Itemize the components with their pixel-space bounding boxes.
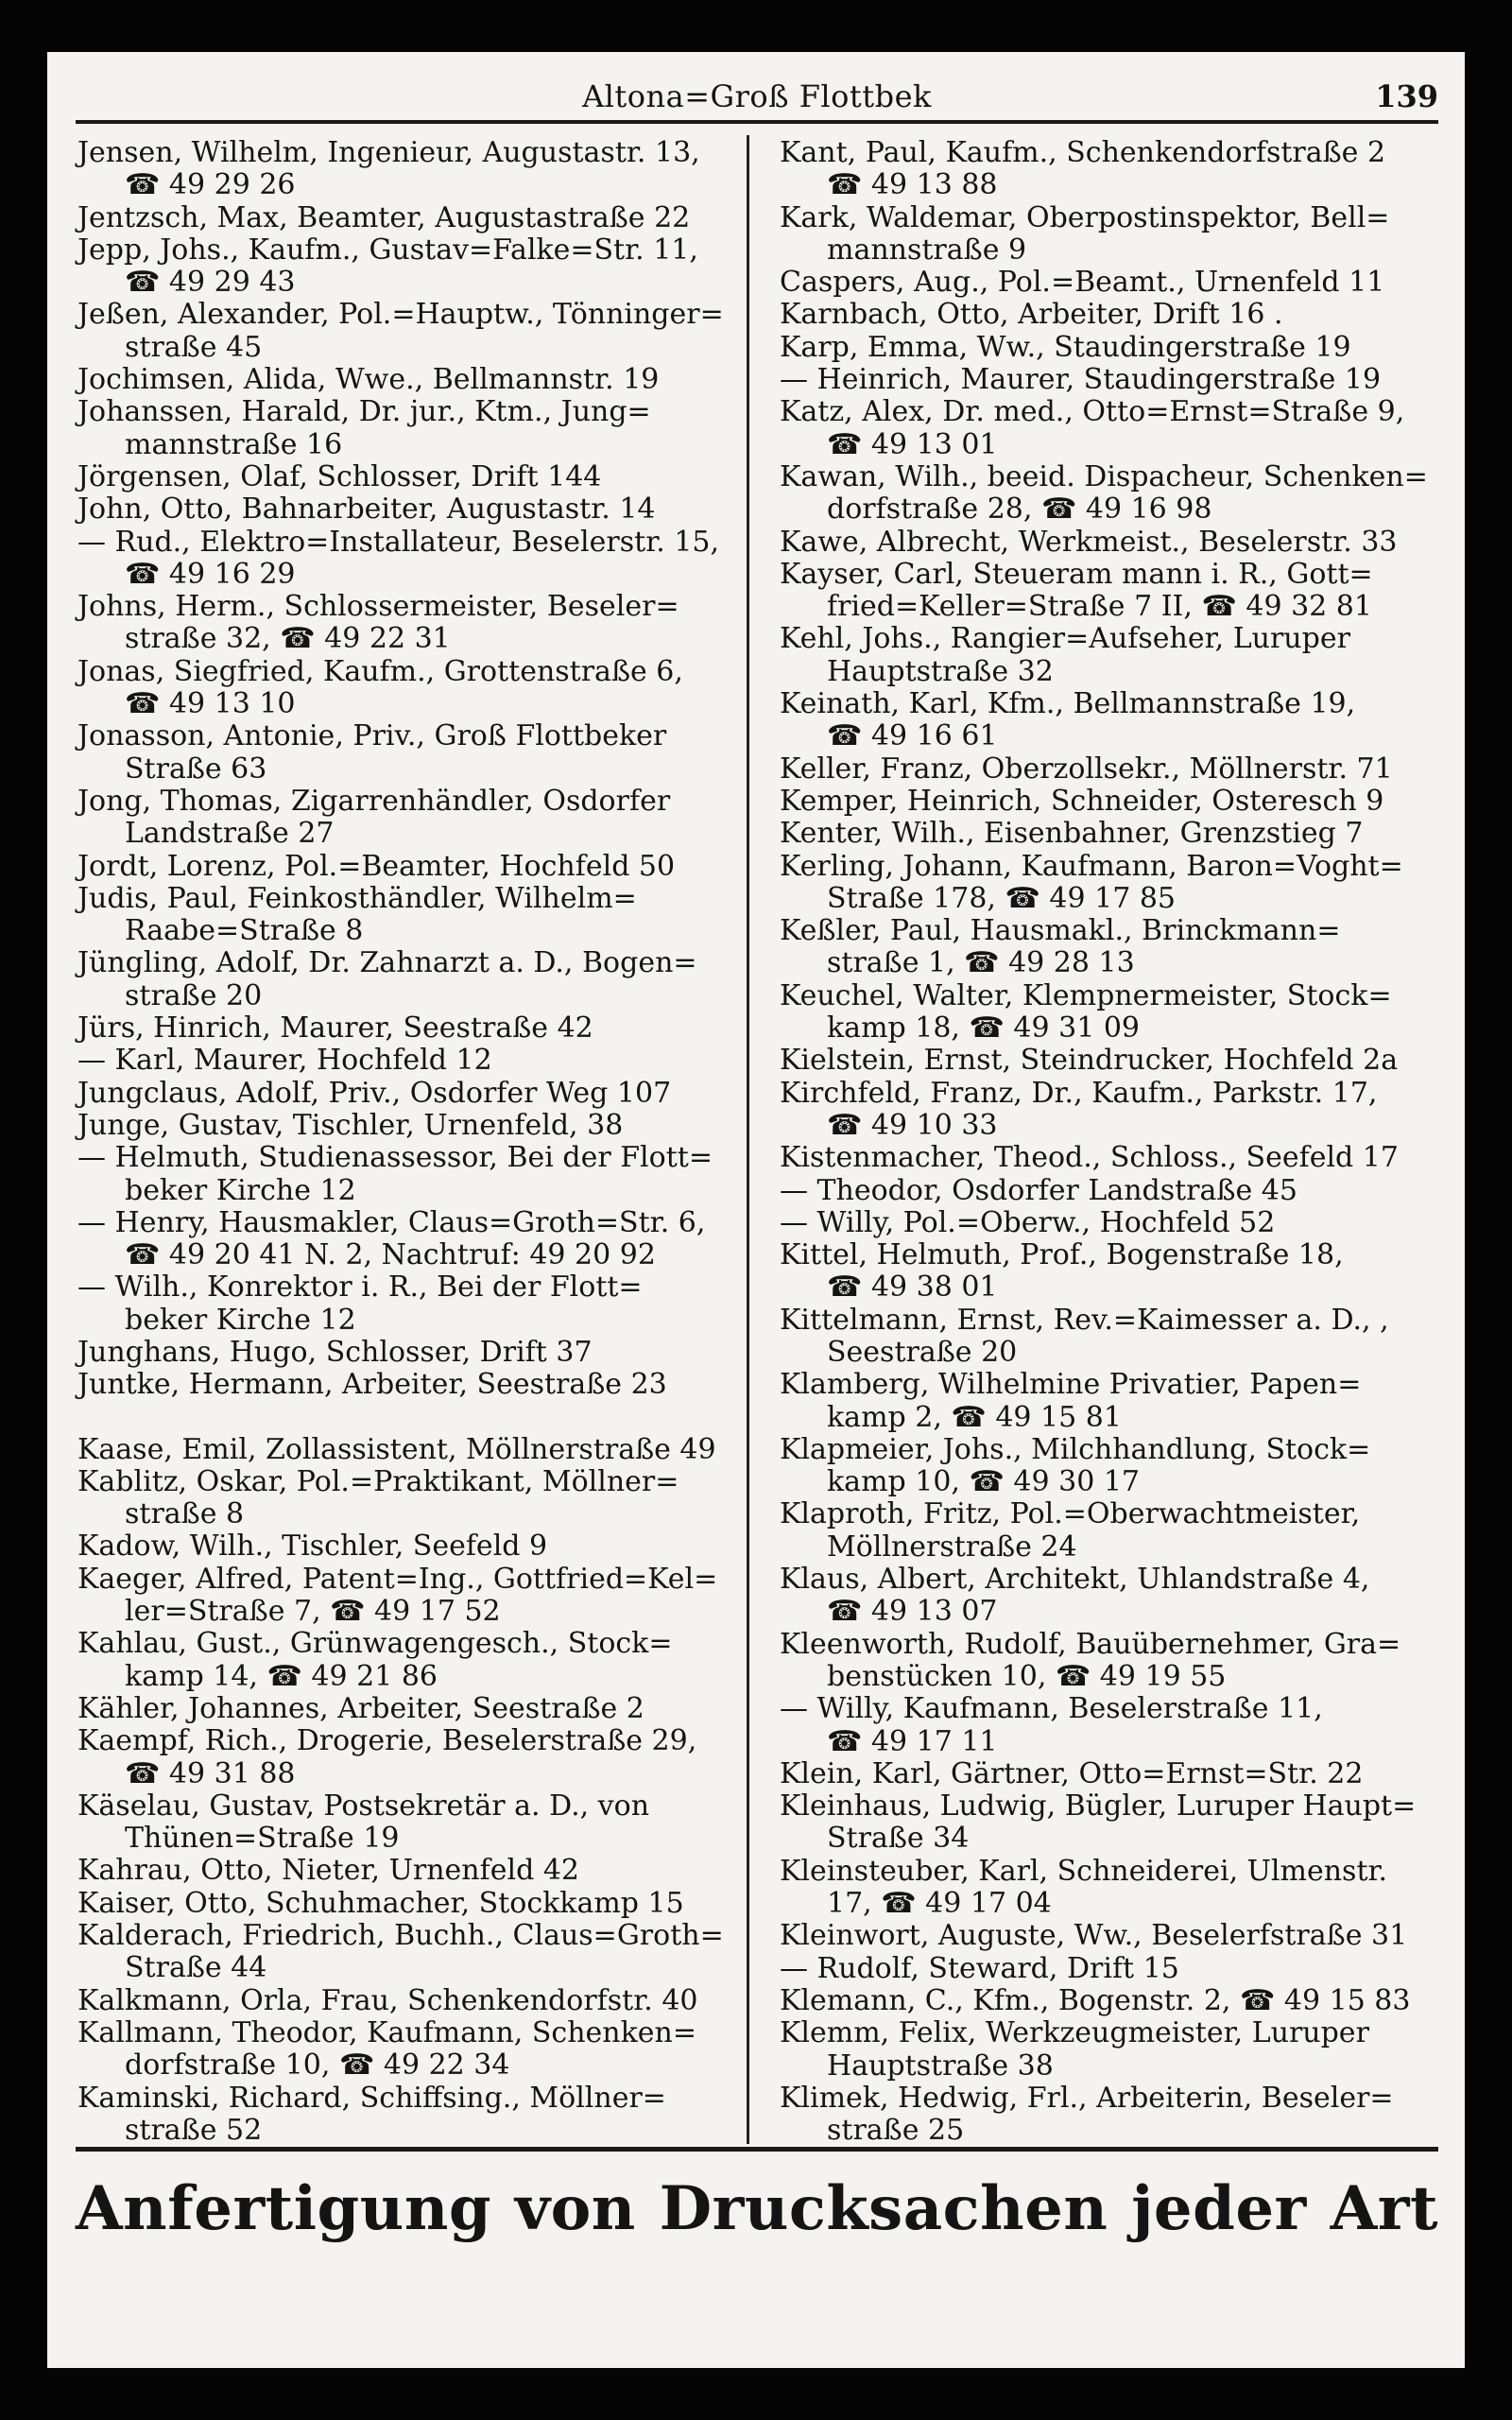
advertisement-banner	[76, 2166, 1438, 2251]
directory-entry	[77, 1207, 739, 1272]
right-column	[780, 137, 1441, 2147]
entry-line: Klaproth, Fritz, Pol.=Oberwachtmeister,	[780, 1497, 1361, 1531]
entry-continuation: beker Kirche 12	[125, 1173, 356, 1207]
entry-line: Karnbach, Otto, Arbeiter, Drift 16 .	[780, 298, 1283, 332]
directory-entry	[77, 234, 739, 300]
entry-continuation: Hauptstraße 32	[827, 654, 1054, 688]
entry-line: Kaeger, Alfred, Patent=Ing., Gottfried=Kel=	[77, 1562, 718, 1596]
entry-continuation: Landstraße 27	[125, 817, 335, 851]
directory-page	[47, 52, 1465, 2368]
entry-continuation: dorfstraße 28, ☎ 49 16 98	[827, 493, 1212, 527]
directory-entry	[780, 396, 1441, 461]
directory-entry	[780, 332, 1441, 364]
directory-entry	[77, 1142, 739, 1207]
entry-continuation: straße 20	[125, 978, 263, 1012]
entry-continuation: kamp 18, ☎ 49 31 09	[827, 1011, 1140, 1046]
directory-entry	[77, 1434, 739, 1466]
entry-line: Kaiser, Otto, Schuhmacher, Stockkamp 15	[77, 1886, 684, 1920]
entry-line: Käselau, Gustav, Postsekretär a. D., von	[77, 1789, 650, 1823]
directory-entry	[77, 1725, 739, 1790]
entry-continuation: ☎ 49 16 61	[827, 719, 998, 753]
entry-continuation: straße 52	[125, 2113, 263, 2147]
entry-continuation: ler=Straße 7, ☎ 49 17 52	[125, 1595, 501, 1629]
column-divider	[747, 135, 749, 2144]
entry-continuation: Straße 178, ☎ 49 17 85	[827, 881, 1176, 915]
entry-line: Johanssen, Harald, Dr. jur., Ktm., Jung=	[77, 395, 651, 429]
directory-entry	[780, 980, 1441, 1046]
entry-line: Junge, Gustav, Tischler, Urnenfeld, 38	[77, 1108, 624, 1142]
entry-line: Klemm, Felix, Werkzeugmeister, Luruper	[780, 2016, 1369, 2050]
entry-continuation: ☎ 49 29 43	[125, 266, 296, 300]
banner-word: Art	[1330, 2172, 1438, 2244]
directory-entry	[77, 1920, 739, 1985]
entry-line: — Theodor, Osdorfer Landstraße 45	[780, 1173, 1297, 1207]
entry-line: Kähler, Johannes, Arbeiter, Seestraße 2	[77, 1691, 644, 1725]
entry-line: Jordt, Lorenz, Pol.=Beamter, Hochfeld 50	[77, 849, 676, 883]
entry-continuation: kamp 2, ☎ 49 15 81	[827, 1400, 1122, 1434]
directory-entry	[780, 753, 1441, 786]
entry-line: Kallmann, Theodor, Kaufmann, Schenken=	[77, 2015, 696, 2049]
entry-continuation: ☎ 49 13 88	[827, 168, 998, 202]
directory-entry	[77, 1790, 739, 1856]
entry-continuation: straße 25	[827, 2114, 965, 2148]
entry-line: Kielstein, Ernst, Steindrucker, Hochfeld 2a	[780, 1044, 1399, 1078]
directory-entry	[780, 1045, 1441, 1077]
entry-line: Klamberg, Wilhelmine Privatier, Papen=	[780, 1368, 1362, 1402]
entry-continuation: benstücken 10, ☎ 49 19 55	[827, 1659, 1227, 1693]
entry-line: Jüngling, Adolf, Dr. Zahnarzt a. D., Bogen=	[77, 946, 697, 980]
entry-continuation: straße 1, ☎ 49 28 13	[827, 946, 1135, 980]
entry-line: Jentzsch, Max, Beamter, Augustastraße 22	[77, 200, 691, 234]
entry-line: Kemper, Heinrich, Schneider, Osteresch 9	[780, 784, 1384, 818]
entry-continuation: ☎ 49 29 26	[125, 168, 296, 202]
entry-continuation: straße 8	[125, 1497, 245, 1531]
section-gap	[77, 1402, 739, 1434]
directory-entry	[780, 202, 1441, 268]
directory-entry	[780, 2017, 1441, 2083]
directory-entry	[77, 1693, 739, 1725]
entry-continuation: straße 45	[125, 330, 263, 364]
entry-line: Jürs, Hinrich, Maurer, Seestraße 42	[77, 1011, 593, 1046]
directory-entry	[77, 851, 739, 883]
directory-entry	[77, 1628, 739, 1693]
entry-continuation: Seestraße 20	[827, 1335, 1018, 1369]
entry-line: Kalderach, Friedrich, Buchh., Claus=Groth=	[77, 1919, 724, 1953]
entry-line: Kawe, Albrecht, Werkmeist., Beselerstr. 33	[780, 525, 1398, 559]
directory-entry	[77, 1564, 739, 1629]
directory-entry	[77, 1045, 739, 1077]
directory-entry	[780, 1239, 1441, 1305]
entry-line: — Willy, Pol.=Oberw., Hochfeld 52	[780, 1205, 1276, 1239]
directory-entry	[77, 137, 739, 202]
directory-entry	[780, 267, 1441, 299]
entry-line: Keuchel, Walter, Klempnermeister, Stock=	[780, 978, 1392, 1012]
entry-line: Katz, Alex, Dr. med., Otto=Ernst=Straße 9,	[780, 395, 1405, 429]
entry-line: John, Otto, Bahnarbeiter, Augustastr. 14	[77, 493, 656, 527]
entry-line: — Willy, Kaufmann, Beselerstraße 11,	[780, 1692, 1323, 1726]
entry-line: Klemann, C., Kfm., Bogenstr. 2, ☎ 49 15 83	[780, 1983, 1411, 2017]
entry-continuation: 17, ☎ 49 17 04	[827, 1887, 1052, 1921]
entry-line: Caspers, Aug., Pol.=Beamt., Urnenfeld 11	[780, 266, 1385, 300]
directory-entry	[780, 2083, 1441, 2148]
entry-line: Kaase, Emil, Zollassistent, Möllnerstraße 49	[77, 1432, 716, 1466]
entry-continuation: kamp 14, ☎ 49 21 86	[125, 1659, 438, 1693]
directory-entry	[77, 591, 739, 656]
entry-line: Jörgensen, Olaf, Schlosser, Drift 144	[77, 459, 602, 493]
directory-entry	[77, 493, 739, 526]
running-title: Altona=Groß Flottbek	[582, 78, 932, 114]
entry-line: Kayser, Carl, Steueram mann i. R., Gott=	[780, 557, 1373, 591]
entry-continuation: ☎ 49 10 33	[827, 1108, 998, 1142]
directory-entry	[77, 656, 739, 721]
directory-entry	[77, 883, 739, 948]
directory-entry	[780, 1920, 1441, 1952]
entry-continuation: Straße 34	[827, 1822, 970, 1856]
banner-word: von	[514, 2172, 636, 2244]
header-rule	[76, 120, 1438, 124]
entry-line: — Rudolf, Steward, Drift 15	[780, 1951, 1179, 1985]
entry-continuation: Hauptstraße 38	[827, 2048, 1054, 2083]
entry-line: Klaus, Albert, Architekt, Uhlandstraße 4,	[780, 1563, 1370, 1597]
entry-line: Kahrau, Otto, Nieter, Urnenfeld 42	[77, 1854, 579, 1888]
entry-continuation: Straße 44	[125, 1951, 267, 1985]
directory-entry	[780, 1142, 1441, 1174]
directory-entry	[77, 947, 739, 1012]
banner-word: jeder	[1131, 2172, 1307, 2244]
directory-entry	[77, 364, 739, 396]
left-column	[77, 137, 739, 2147]
directory-entry	[77, 1271, 739, 1337]
directory-entry	[77, 1078, 739, 1110]
entry-line: Kablitz, Oskar, Pol.=Praktikant, Möllner=	[77, 1464, 679, 1498]
directory-entry	[77, 1855, 739, 1887]
entry-line: — Helmuth, Studienassessor, Bei der Flott=	[77, 1141, 713, 1175]
entry-line: Kalkmann, Orla, Frau, Schenkendorfstr. 40	[77, 1983, 698, 2017]
entry-line: — Wilh., Konrektor i. R., Bei der Flott=	[77, 1270, 643, 1305]
entry-line: — Karl, Maurer, Hochfeld 12	[77, 1044, 492, 1078]
entry-line: — Henry, Hausmakler, Claus=Groth=Str. 6,	[77, 1205, 706, 1239]
directory-entry	[780, 1693, 1441, 1758]
entry-line: Kark, Waldemar, Oberpostinspektor, Bell=	[780, 200, 1390, 234]
entry-continuation: Thünen=Straße 19	[125, 1822, 400, 1856]
entry-continuation: ☎ 49 13 07	[827, 1595, 998, 1629]
directory-entry	[780, 1434, 1441, 1499]
directory-entry	[780, 1790, 1441, 1856]
entry-line: Keller, Franz, Oberzollsekr., Möllnerstr. 71	[780, 752, 1393, 786]
directory-entry	[77, 1985, 739, 2017]
directory-entry	[780, 461, 1441, 527]
entry-line: Keßler, Paul, Hausmakl., Brinckmann=	[780, 914, 1341, 948]
entry-line: Kittelmann, Ernst, Rev.=Kaimesser a. D., ,	[780, 1303, 1389, 1337]
entry-line: Jochimsen, Alida, Wwe., Bellmannstr. 19	[77, 363, 660, 397]
directory-entry	[77, 1530, 739, 1563]
entry-line: Kerling, Johann, Kaufmann, Baron=Voght=	[780, 849, 1403, 883]
entry-continuation: ☎ 49 13 10	[125, 687, 296, 721]
directory-entry	[780, 688, 1441, 753]
directory-entry	[780, 1564, 1441, 1629]
entry-continuation: fried=Keller=Straße 7 II, ☎ 49 32 81	[827, 590, 1372, 624]
directory-entry	[77, 1888, 739, 1920]
directory-entry	[780, 1856, 1441, 1921]
entry-line: Kaminski, Richard, Schiffsing., Möllner=	[77, 2081, 666, 2115]
entry-line: Karp, Emma, Ww., Staudingerstraße 19	[780, 330, 1351, 364]
entry-continuation: dorfstraße 10, ☎ 49 22 34	[125, 2048, 510, 2083]
banner-word: Drucksachen	[659, 2172, 1108, 2244]
directory-entry	[780, 1207, 1441, 1239]
directory-entry	[77, 396, 739, 461]
directory-entry	[77, 1369, 739, 1401]
entry-line: Kleinhaus, Ludwig, Bügler, Luruper Haupt=	[780, 1789, 1417, 1824]
entry-continuation: Raabe=Straße 8	[125, 914, 364, 948]
footer-rule	[76, 2147, 1438, 2152]
entry-continuation: straße 32, ☎ 49 22 31	[125, 622, 451, 656]
directory-entry	[780, 851, 1441, 916]
directory-entry	[77, 1466, 739, 1531]
entry-line: Kenter, Wilh., Eisenbahner, Grenzstieg 7	[780, 817, 1364, 851]
directory-entry	[780, 818, 1441, 850]
entry-line: Kawan, Wilh., beeid. Dispacheur, Schenken=	[780, 459, 1428, 493]
directory-entry	[780, 137, 1441, 202]
entry-line: Kleenworth, Rudolf, Bauübernehmer, Gra=	[780, 1627, 1401, 1661]
directory-entry	[780, 1985, 1441, 2017]
entry-continuation: ☎ 49 16 29	[125, 557, 296, 591]
entry-line: Klimek, Hedwig, Frl., Arbeiterin, Beseler=	[780, 2081, 1394, 2115]
directory-entry	[77, 1012, 739, 1045]
directory-entry	[77, 202, 739, 234]
entry-line: Kleinsteuber, Karl, Schneiderei, Ulmenstr.	[780, 1854, 1388, 1888]
entry-line: Kaempf, Rich., Drogerie, Beselerstraße 29,	[77, 1724, 697, 1758]
entry-line: Jong, Thomas, Zigarrenhändler, Osdorfer	[77, 784, 671, 818]
directory-entry	[77, 1110, 739, 1142]
directory-entry	[77, 1337, 739, 1369]
directory-entry	[780, 786, 1441, 818]
entry-line: Kadow, Wilh., Tischler, Seefeld 9	[77, 1530, 548, 1564]
entry-continuation: beker Kirche 12	[125, 1303, 356, 1337]
entry-line: Kleinwort, Auguste, Ww., Beselerfstraße 31	[780, 1919, 1408, 1953]
page-header	[76, 69, 1438, 116]
directory-entry	[780, 915, 1441, 980]
entry-line: Jonasson, Antonie, Priv., Groß Flottbeker	[77, 719, 667, 753]
entry-continuation: Möllnerstraße 24	[827, 1530, 1077, 1564]
entry-continuation: ☎ 49 13 01	[827, 427, 998, 461]
directory-entry	[77, 786, 739, 851]
entry-continuation: mannstraße 9	[827, 233, 1027, 267]
banner-word: Anfertigung	[76, 2172, 492, 2244]
directory-entry	[780, 1369, 1441, 1434]
directory-entry	[780, 1078, 1441, 1143]
entry-continuation: kamp 10, ☎ 49 30 17	[827, 1465, 1140, 1499]
directory-entry	[780, 1175, 1441, 1207]
directory-entry	[77, 461, 739, 493]
entry-line: Kistenmacher, Theod., Schloss., Seefeld 17	[780, 1141, 1399, 1175]
directory-entry	[780, 1758, 1441, 1790]
entry-continuation: Straße 63	[125, 752, 267, 786]
entry-line: Jepp, Johs., Kaufm., Gustav=Falke=Str. 11,	[77, 233, 698, 267]
directory-entry	[780, 559, 1441, 624]
directory-entry	[77, 527, 739, 592]
entry-line: Keinath, Karl, Kfm., Bellmannstraße 19,	[780, 687, 1356, 721]
entry-continuation: mannstraße 16	[125, 427, 343, 461]
directory-entry	[77, 2083, 739, 2148]
entry-line: — Heinrich, Maurer, Staudingerstraße 19	[780, 363, 1382, 397]
entry-line: Kahlau, Gust., Grünwagengesch., Stock=	[77, 1627, 673, 1661]
directory-entry	[77, 299, 739, 364]
directory-entry	[77, 720, 739, 786]
entry-line: Kehl, Johs., Rangier=Aufseher, Luruper	[780, 622, 1350, 656]
entry-line: Kirchfeld, Franz, Dr., Kaufm., Parkstr. 17,	[780, 1076, 1378, 1110]
directory-entry	[780, 1629, 1441, 1694]
directory-entry	[780, 1953, 1441, 1985]
entry-line: Jeßen, Alexander, Pol.=Hauptw., Tönninger=	[77, 298, 724, 332]
entry-line: Klapmeier, Johs., Milchhandlung, Stock=	[780, 1432, 1371, 1466]
entry-continuation: ☎ 49 31 88	[125, 1756, 296, 1790]
entry-line: Judis, Paul, Feinkosthändler, Wilhelm=	[77, 881, 637, 915]
entry-line: Johns, Herm., Schlossermeister, Beseler=	[77, 590, 679, 624]
directory-entry	[780, 1498, 1441, 1564]
entry-line: Jonas, Siegfried, Kaufm., Grottenstraße 6,	[77, 654, 683, 688]
entry-line: Junghans, Hugo, Schlosser, Drift 37	[77, 1335, 593, 1369]
entry-continuation: ☎ 49 38 01	[827, 1270, 998, 1305]
entry-line: Kittel, Helmuth, Prof., Bogenstraße 18,	[780, 1238, 1344, 1272]
directory-entry	[780, 299, 1441, 331]
entry-continuation: ☎ 49 17 11	[827, 1724, 998, 1758]
entry-line: Jungclaus, Adolf, Priv., Osdorfer Weg 107	[77, 1076, 672, 1110]
entry-line: Jensen, Wilhelm, Ingenieur, Augustastr. 13,	[77, 136, 700, 169]
entry-continuation: ☎ 49 20 41 N. 2, Nachtruf: 49 20 92	[125, 1238, 656, 1272]
directory-entry	[780, 527, 1441, 559]
entry-line: — Rud., Elektro=Installateur, Beselerstr. 15,	[77, 525, 720, 559]
directory-entry	[780, 1305, 1441, 1370]
entry-line: Klein, Karl, Gärtner, Otto=Ernst=Str. 22	[780, 1756, 1364, 1790]
directory-entry	[77, 2017, 739, 2083]
entry-line: Juntke, Hermann, Arbeiter, Seestraße 23	[77, 1368, 667, 1402]
directory-entry	[780, 364, 1441, 396]
directory-entry	[780, 623, 1441, 688]
entry-line: Kant, Paul, Kaufm., Schenkendorfstraße 2	[780, 136, 1386, 169]
page-number: 139	[1375, 78, 1438, 114]
